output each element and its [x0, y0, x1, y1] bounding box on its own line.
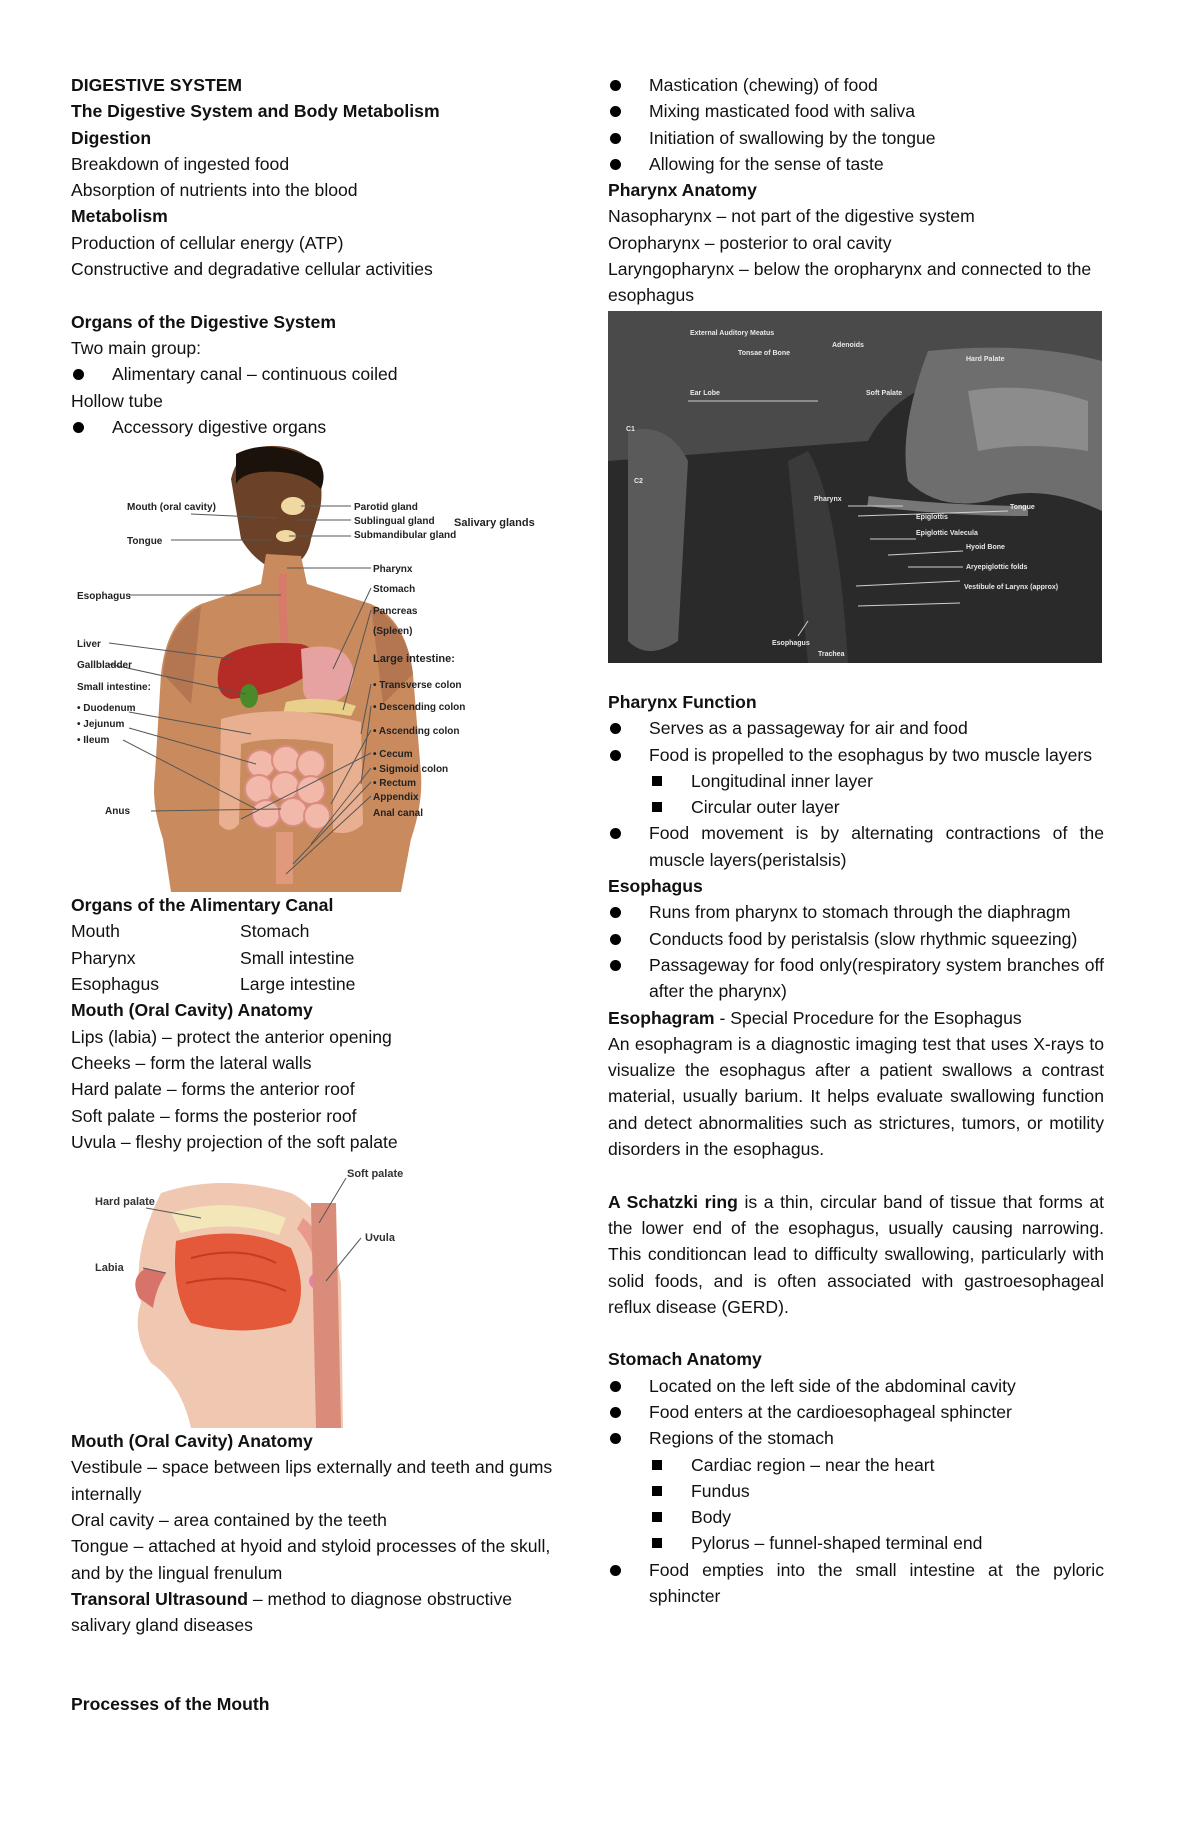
right-column: [608, 72, 1104, 1609]
text-line: Two main group:: [71, 337, 202, 358]
section-heading: Mouth (Oral Cavity) Anatomy: [71, 1000, 313, 1021]
text-paragraph: [608, 1189, 1104, 1320]
text-line: Absorption of nutrients into the blood: [71, 180, 358, 201]
oral-cavity-figure: [71, 1163, 411, 1428]
figure-label: Pharynx: [373, 564, 413, 576]
text-line: Oral cavity – area contained by the teeth: [71, 1510, 387, 1531]
pharynx-xray-figure: [608, 311, 1102, 663]
text-span: - Special Procedure for the Esophagus: [714, 1007, 1022, 1028]
bullet-item: Serves as a passageway for air and food: [608, 715, 1104, 741]
figure-label: • Rectum: [373, 778, 416, 790]
xray-label: Hard Palate: [966, 355, 1005, 363]
text-line: [608, 1005, 1104, 1031]
bullet-item: Mastication (chewing) of food: [608, 72, 1104, 98]
table-cell: Esophagus: [71, 974, 160, 995]
figure-label: • Cecum: [373, 749, 413, 761]
xray-label: Tongue: [1010, 503, 1035, 511]
xray-label: Epiglottic Valecula: [916, 529, 978, 537]
xray-label: External Auditory Meatus: [690, 329, 775, 337]
figure-label: Appendix: [373, 792, 419, 804]
sub-bullet-item: Fundus: [608, 1478, 1104, 1504]
xray-label: Esophagus: [772, 639, 810, 647]
figure-label: Submandibular gland: [354, 530, 457, 542]
bullet-item: Allowing for the sense of taste: [608, 151, 1104, 177]
text-line: Uvula – fleshy projection of the soft palate: [71, 1131, 398, 1152]
text-line: Cheeks – form the lateral walls: [71, 1052, 312, 1073]
figure-label: Parotid gland: [354, 502, 418, 514]
bullet-item: Accessory digestive organs: [71, 414, 571, 440]
text-paragraph: Tongue – attached at hyoid and styloid processes of the skull, and by the lingual frenulum: [71, 1536, 551, 1583]
figure-label: • Transverse colon: [373, 680, 462, 692]
digestive-system-figure: [71, 444, 535, 892]
table-cell: Small intestine: [240, 947, 355, 968]
section-heading: Processes of the Mouth: [71, 1694, 270, 1715]
xray-label: Pharynx: [814, 495, 842, 503]
xray-label: Vestibule of Larynx (approx): [964, 583, 1059, 591]
sub-bullet-item: Cardiac region – near the heart: [608, 1452, 1104, 1478]
text-span: is a thin, circular band of tissue that forms at the lower end of the esophagus, usually causing narrowing. This conditioncan lead to difficulty swallowing, particularly with solid foods, and is often associated with gastroesophageal reflux disease (GERD).: [608, 1191, 1104, 1317]
text-line: Hollow tube: [71, 390, 163, 411]
text-line: Oropharynx – posterior to oral cavity: [608, 232, 892, 253]
xray-label: Tonsae of Bone: [738, 349, 790, 357]
xray-label: Epiglottis: [916, 513, 948, 521]
bullet-item: Regions of the stomach: [608, 1425, 1104, 1451]
xray-label: Trachea: [818, 650, 845, 658]
figure-label: • Sigmoid colon: [373, 764, 449, 776]
xray-label: Soft Palate: [866, 389, 903, 397]
table-row: [71, 945, 571, 971]
text-paragraph: [71, 1586, 571, 1639]
xray-label: Ear Lobe: [690, 389, 720, 397]
xray-label: Adenoids: [832, 341, 864, 349]
figure-label: (Spleen): [373, 626, 413, 638]
text-line: Nasopharynx – not part of the digestive system: [608, 206, 975, 227]
xray-label: Aryepiglottic folds: [966, 563, 1028, 571]
text-line: Breakdown of ingested food: [71, 153, 290, 174]
figure-label: • Jejunum: [77, 719, 125, 731]
bullet-item: Conducts food by peristalsis (slow rhythmic squeezing): [608, 926, 1104, 952]
text-span: – method to diagnose obstructive salivary gland diseases: [71, 1588, 513, 1636]
figure-label: Mouth (oral cavity): [127, 502, 216, 514]
bold-term: A Schatzki ring: [608, 1191, 738, 1212]
sub-bullet-item: Longitudinal inner layer: [608, 768, 1104, 794]
section-heading: Mouth (Oral Cavity) Anatomy: [71, 1431, 313, 1452]
table-row: [71, 971, 571, 997]
text-paragraph: Vestibule – space between lips externally and teeth and gums internally: [71, 1457, 553, 1504]
table-cell: Mouth: [71, 921, 120, 942]
figure-label: Large intestine:: [373, 653, 455, 666]
bullet-item: Located on the left side of the abdominal cavity: [608, 1373, 1104, 1399]
figure-label: Hard palate: [95, 1196, 155, 1209]
text-line: Constructive and degradative cellular activities: [71, 259, 433, 280]
table-cell: Pharynx: [71, 947, 136, 968]
bold-term: Transoral Ultrasound: [71, 1588, 248, 1609]
figure-label: Sublingual gland: [354, 516, 435, 528]
figure-label: • Duodenum: [77, 703, 136, 715]
bullet-item: Food is propelled to the esophagus by two muscle layers: [608, 742, 1104, 768]
figure-label: Salivary glands: [454, 517, 535, 530]
table-cell: Large intestine: [240, 974, 356, 995]
xray-label: C1: [626, 425, 635, 433]
table-cell: Stomach: [240, 921, 310, 942]
figure-label: Small intestine:: [77, 682, 151, 694]
bullet-item: Runs from pharynx to stomach through the diaphragm: [608, 899, 1104, 925]
section-heading: Digestion: [71, 127, 152, 148]
figure-label: Gallbladder: [77, 660, 133, 672]
bullet-item: Mixing masticated food with saliva: [608, 98, 1104, 124]
document-title: DIGESTIVE SYSTEM: [71, 75, 243, 95]
bullet-item: Food empties into the small intestine at the pyloric sphincter: [608, 1557, 1104, 1610]
section-heading: Pharynx Anatomy: [608, 180, 757, 201]
figure-label: Pancreas: [373, 606, 418, 618]
text-line: Lips (labia) – protect the anterior opening: [71, 1026, 392, 1047]
figure-label: Stomach: [373, 584, 416, 596]
sub-bullet-item: Pylorus – funnel-shaped terminal end: [608, 1530, 1104, 1556]
xray-label: C2: [634, 477, 643, 485]
table-row: [71, 918, 571, 944]
section-heading: Stomach Anatomy: [608, 1349, 762, 1370]
figure-label: Anal canal: [373, 808, 424, 820]
figure-label: Anus: [105, 806, 130, 818]
section-heading: Organs of the Digestive System: [71, 311, 336, 332]
figure-label: Soft palate: [347, 1168, 404, 1181]
figure-label: Tongue: [127, 536, 163, 548]
section-heading: Esophagus: [608, 876, 703, 897]
figure-label: Labia: [95, 1262, 124, 1275]
xray-label: Hyoid Bone: [966, 543, 1005, 551]
figure-label: • Ascending colon: [373, 726, 460, 738]
bullet-item: Alimentary canal – continuous coiled: [71, 361, 571, 387]
text-paragraph: Laryngopharynx – below the oropharynx and connected to the esophagus: [608, 259, 1092, 306]
left-column: [71, 72, 571, 1717]
figure-label: Liver: [77, 639, 101, 651]
text-paragraph: An esophagram is a diagnostic imaging test that uses X-rays to visualize the esophagus after a patient swallows a contrast material, usually barium. It helps evaluate swallowing function and detect abnormalities such as strictures, tumors, or motility disorders in the esophagus.: [608, 1033, 1104, 1160]
bold-term: Esophagram: [608, 1007, 715, 1028]
figure-label: Esophagus: [77, 591, 131, 603]
text-line: Soft palate – forms the posterior roof: [71, 1105, 357, 1126]
section-heading: Organs of the Alimentary Canal: [71, 895, 334, 916]
text-line: Hard palate – forms the anterior roof: [71, 1079, 355, 1100]
subtitle: The Digestive System and Body Metabolism: [71, 101, 440, 122]
bullet-item: Food enters at the cardioesophageal sphincter: [608, 1399, 1104, 1425]
figure-label: • Descending colon: [373, 702, 466, 714]
sub-bullet-item: Circular outer layer: [608, 794, 1104, 820]
bullet-item: Food movement is by alternating contractions of the muscle layers(peristalsis): [608, 820, 1104, 873]
bullet-item: Initiation of swallowing by the tongue: [608, 125, 1104, 151]
sub-bullet-item: Body: [608, 1504, 1104, 1530]
section-heading: Pharynx Function: [608, 691, 757, 712]
figure-label: • Ileum: [77, 735, 110, 747]
section-heading: Metabolism: [71, 206, 168, 227]
bullet-item: Passageway for food only(respiratory system branches off after the pharynx): [608, 952, 1104, 1005]
text-line: Production of cellular energy (ATP): [71, 232, 344, 253]
figure-label: Uvula: [365, 1232, 395, 1245]
